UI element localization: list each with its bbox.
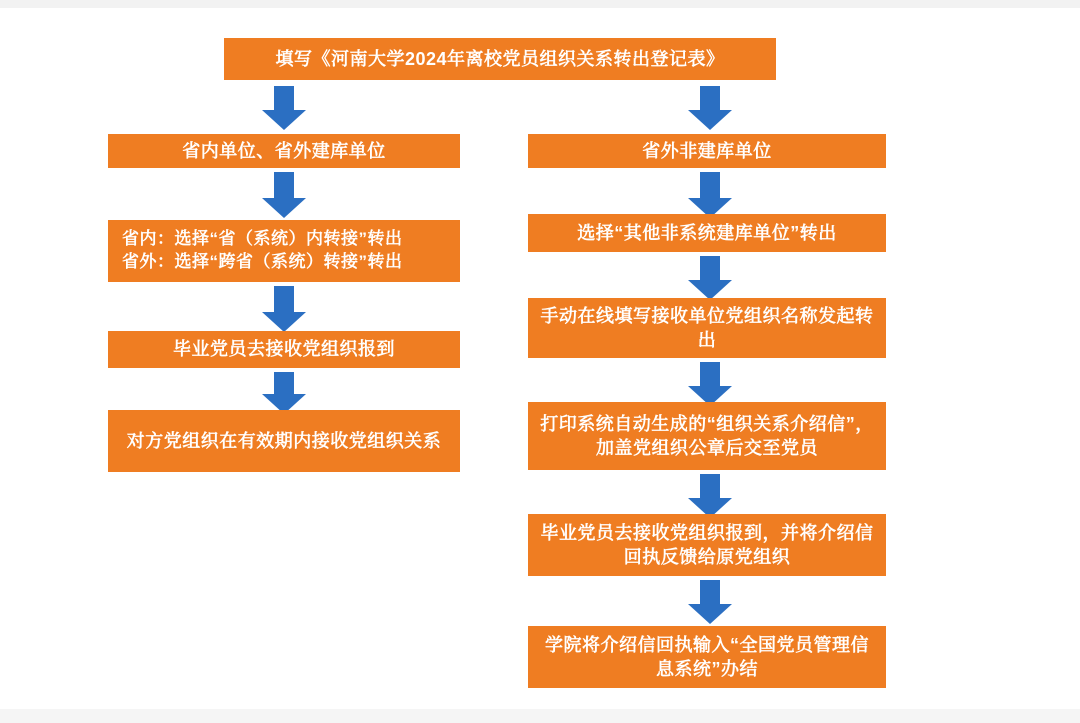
node-left-2-line2: 省外：选择“跨省（系统）转接”转出	[122, 252, 403, 271]
arrow-title-to-right1	[688, 86, 732, 130]
node-right-2-label: 选择“其他非系统建库单位”转出	[577, 222, 837, 243]
node-right-4	[528, 402, 886, 470]
arrow-right3-to-right4	[688, 362, 732, 406]
arrow-right2-to-right3	[688, 256, 732, 300]
arrow-title-to-left1	[262, 86, 306, 130]
arrow-left2-to-left3	[262, 286, 306, 332]
arrow-right4-to-right5	[688, 474, 732, 518]
node-left-3	[108, 331, 460, 368]
top-divider	[0, 0, 1080, 8]
arrow-left1-to-left2	[262, 172, 306, 218]
node-left-2	[108, 220, 460, 282]
node-right-4-label: 打印系统自动生成的“组织关系介绍信”，加盖党组织公章后交至党员	[540, 413, 874, 458]
node-right-2	[528, 214, 886, 252]
arrow-right5-to-right6	[688, 580, 732, 624]
node-right-3-label: 手动在线填写接收单位党组织名称发起转出	[540, 305, 874, 350]
node-right-6-label: 学院将介绍信回执输入“全国党员管理信息系统”办结	[545, 634, 869, 679]
node-left-1	[108, 134, 460, 168]
node-right-3	[528, 298, 886, 358]
node-left-1-label: 省内单位、省外建库单位	[182, 140, 386, 161]
bottom-divider	[0, 709, 1080, 723]
node-left-4	[108, 410, 460, 472]
arrow-left3-to-left4	[262, 372, 306, 414]
node-left-4-label: 对方党组织在有效期内接收党组织关系	[126, 430, 442, 451]
node-left-2-line1: 省内：选择“省（系统）内转接”转出	[122, 229, 403, 249]
node-right-5	[528, 514, 886, 576]
node-fill-form-label: 填写《河南大学2024年离校党员组织关系转出登记表》	[275, 48, 725, 69]
node-fill-form	[224, 38, 776, 80]
node-left-3-label: 毕业党员去接收党组织报到	[173, 339, 395, 360]
node-right-1	[528, 134, 886, 168]
node-right-5-label: 毕业党员去接收党组织报到，并将介绍信回执反馈给原党组织	[540, 522, 874, 567]
arrow-right1-to-right2	[688, 172, 732, 218]
node-right-1-label: 省外非建库单位	[642, 140, 772, 161]
node-right-6	[528, 626, 886, 688]
